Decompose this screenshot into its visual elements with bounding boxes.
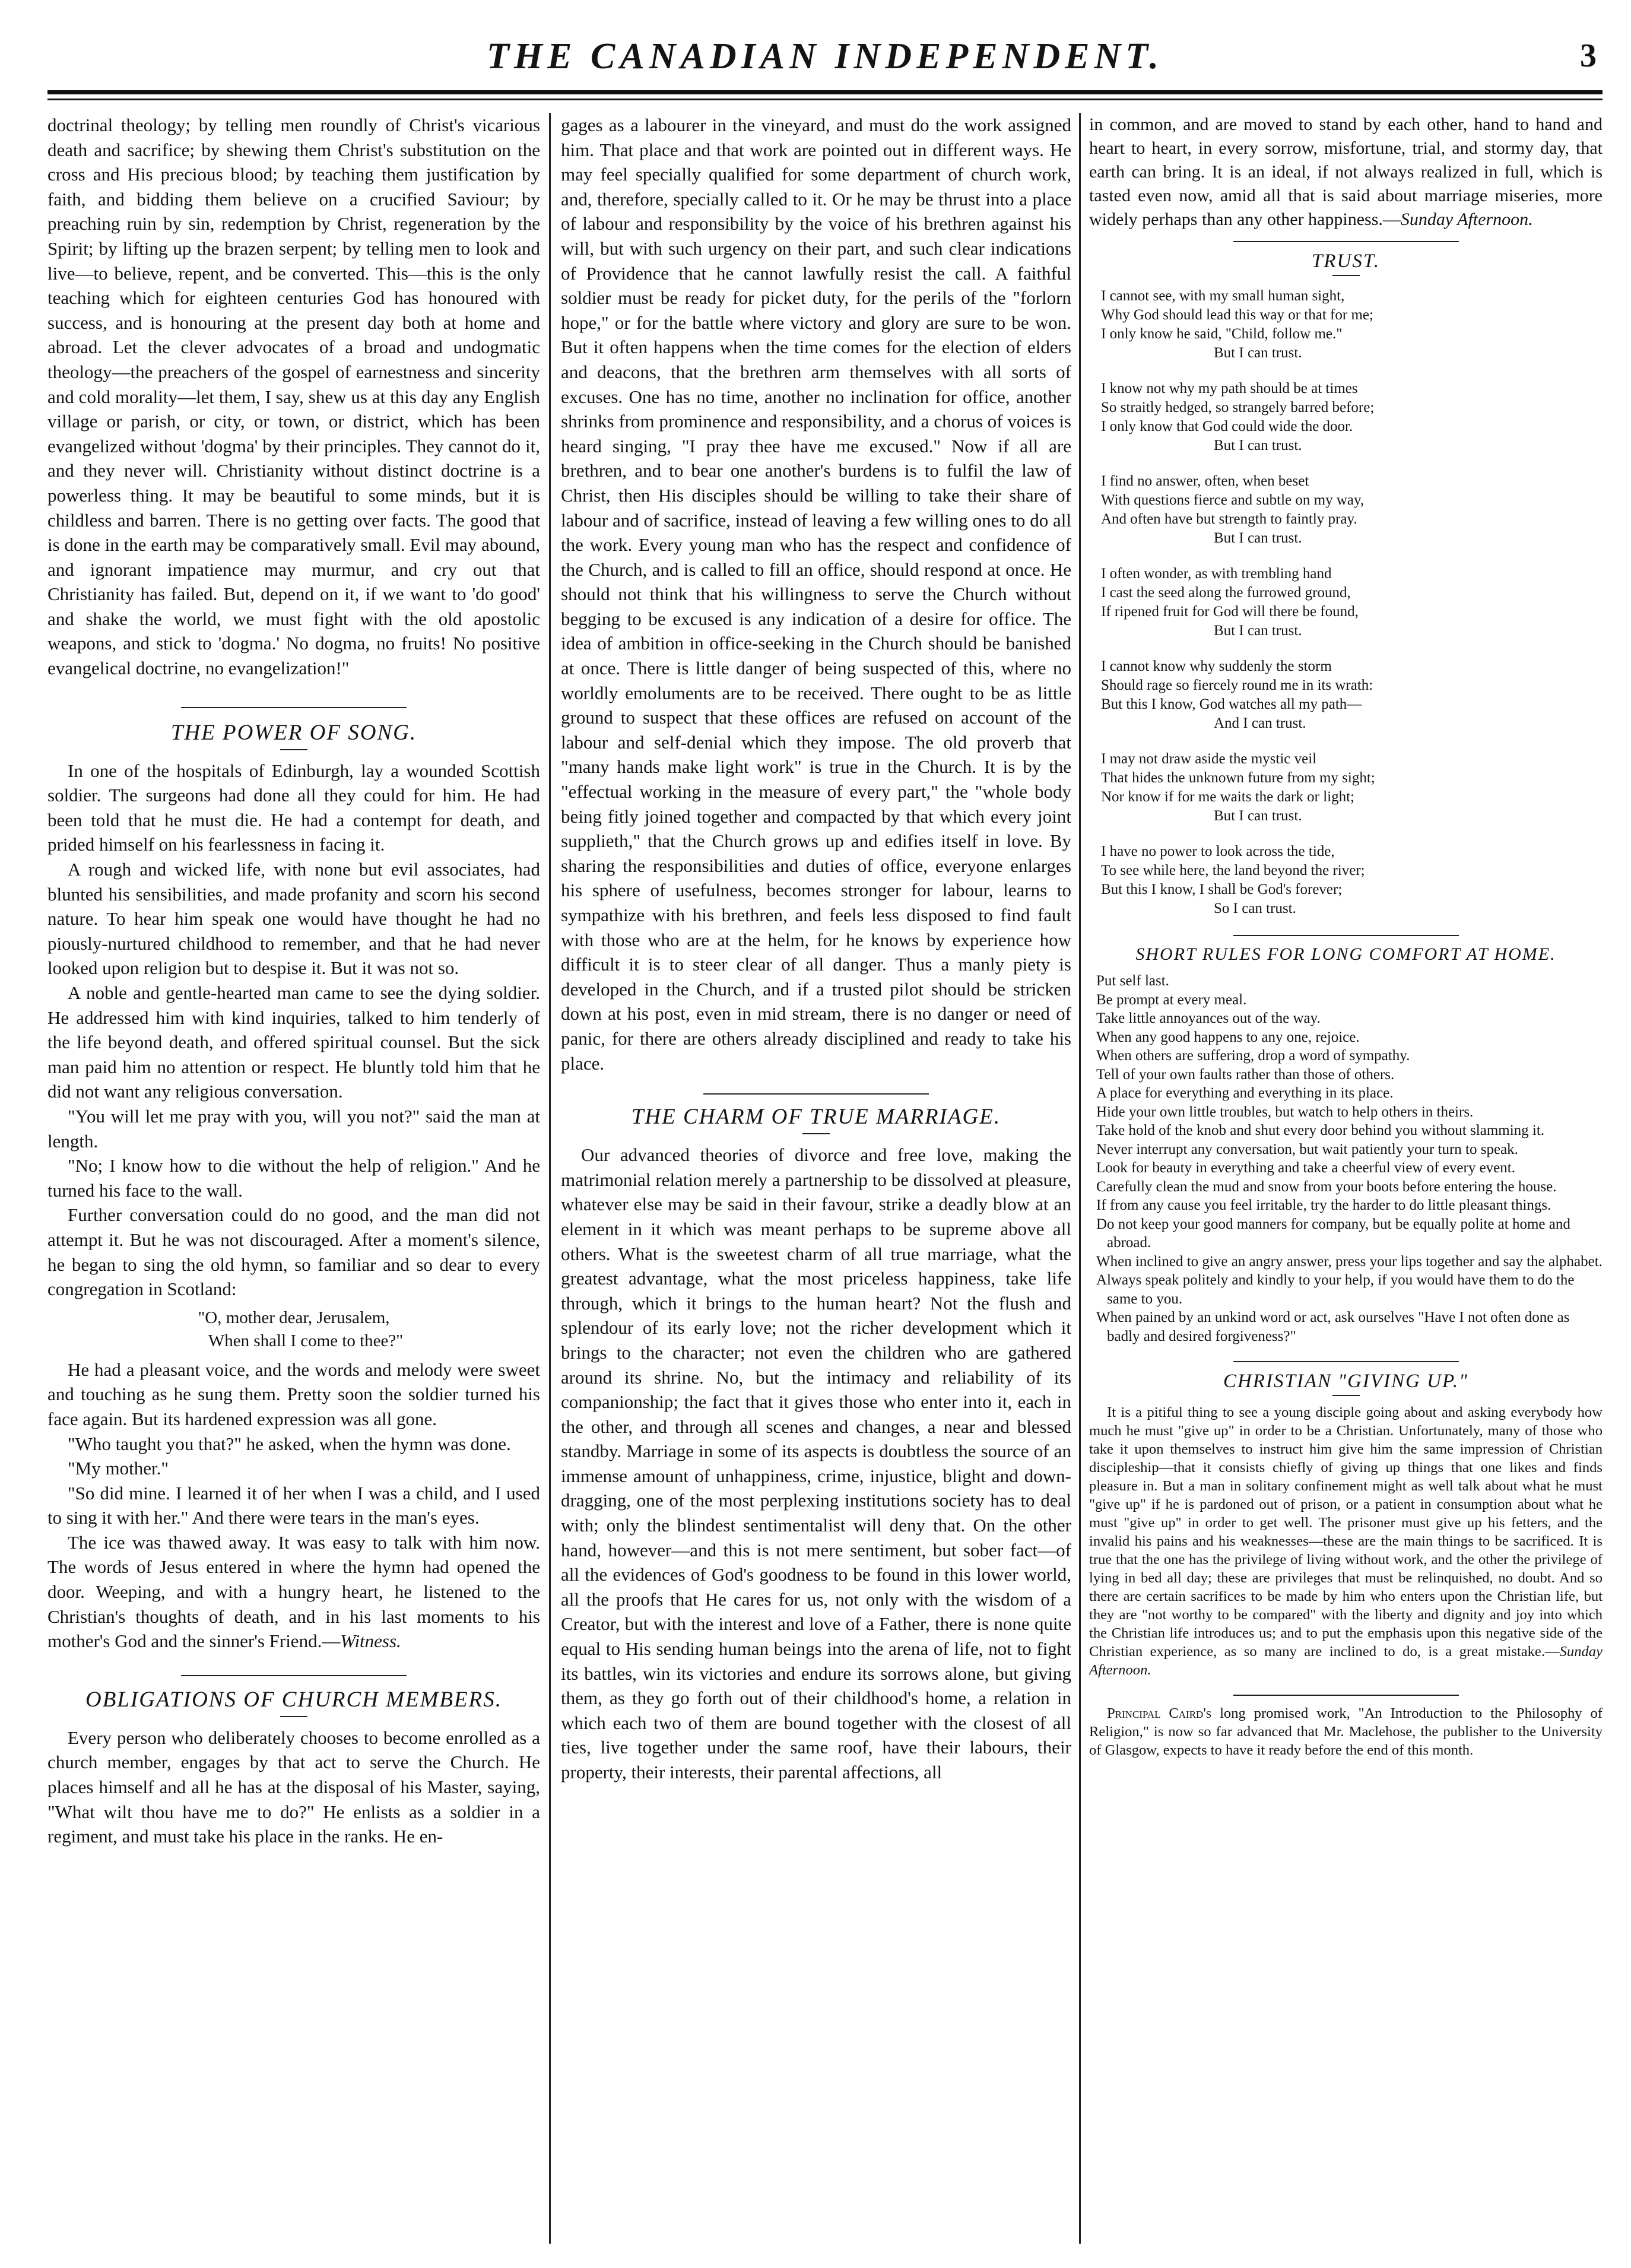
article-heading-short-rules: SHORT RULES FOR LONG COMFORT AT HOME. (1135, 944, 1556, 964)
poem-line: I know not why my path should be at times (1101, 380, 1358, 396)
column-2 (561, 113, 1071, 2244)
rule-item: Put self last. (1096, 973, 1169, 989)
continued-article-text (1089, 113, 1603, 231)
poem-line: But this I know, God watches all my path— (1101, 696, 1362, 712)
poem-stanza (1101, 657, 1603, 733)
poem-line: I only know that God could wide the door. (1101, 418, 1353, 434)
rule-item: Take hold of the knob and shut every door behind you without slamming it. (1096, 1122, 1545, 1138)
hymn-line: "O, mother dear, Jerusalem, (198, 1308, 390, 1327)
poem-refrain: So I can trust. (1214, 900, 1296, 916)
article-source: Witness. (340, 1631, 401, 1652)
article-paragraph: "My mother." (68, 1458, 169, 1479)
section-divider (1233, 241, 1459, 242)
article-paragraph: "Who taught you that?" he asked, when the hymn was done. (68, 1433, 511, 1454)
poem-refrain: But I can trust. (1214, 437, 1302, 453)
rule-item: When any good happens to any one, rejoice. (1096, 1029, 1360, 1045)
poem-line: I cannot know why suddenly the storm (1101, 658, 1332, 674)
poem-line: I may not draw aside the mystic veil (1101, 751, 1317, 767)
heading-underline (280, 1716, 307, 1717)
rule-item: Never interrupt any conversation, but wait patiently your turn to speak. (1096, 1141, 1518, 1157)
poem-stanza (1101, 750, 1603, 826)
poem-heading-trust: TRUST. (1312, 250, 1380, 272)
poem-line: If ripened fruit for God will there be found, (1101, 604, 1359, 620)
rule-item: Look for beauty in everything and take a cheerful view of every event. (1096, 1160, 1515, 1176)
article-paragraph (1089, 1403, 1603, 1679)
poem-refrain: But I can trust. (1214, 530, 1302, 546)
poem-stanza (1101, 842, 1603, 918)
poem-line: I cast the seed along the furrowed ground, (1101, 585, 1351, 601)
article-heading-true-marriage: THE CHARM OF TRUE MARRIAGE. (631, 1105, 1001, 1130)
article-paragraph: "You will let me pray with you, will you not?" said the man at length. (47, 1105, 540, 1152)
poem-refrain: But I can trust. (1214, 345, 1302, 361)
header-rule-thick (47, 90, 1603, 94)
article-paragraph: "No; I know how to die without the help of religion." And he turned his face to the wall. (47, 1155, 540, 1201)
column-divider-1 (549, 113, 551, 2244)
page-number: 3 (1580, 37, 1597, 74)
heading-underline (1332, 1395, 1360, 1396)
article-paragraph: In one of the hospitals of Edinburgh, lay a wounded Scottish soldier. The surgeons had done all they could for him. He had been told that he must die. He had a contempt for death, and prided himself on his fearlessness in facing it. (47, 760, 540, 855)
poem-line: Nor know if for me waits the dark or light; (1101, 789, 1354, 805)
article-paragraph: Our advanced theories of divorce and free love, making the matrimonial relation merely a partnership to be dissolved at pleasure, whatever else may be said in their favour, strike a deadly blow at an element in it which was meant perhaps to be supreme above all others. What is the sweetest charm of all true marriage, what the greatest advantage, what the most priceless happiness, take life through, which it brings to the human heart? Not the flush and splendour of its early love; not the richer development which it brings to the character; not even the children who are gathered around its shrine. No, but the intimacy and reliability of its companionship; the fact that it gives those who enter into it, each in the other, and through all scenes and changes, a near and blessed standby. Marriage in some of its aspects is doubtless the source of an immense amount of unhappiness, crime, injustice, blight and down-dragging, one of the most perplexing institutions society has to deal with; only the blindest sentimentalist will deny that. On the other hand, however—and this is not mere sentiment, but sober fact—of all the evidences of God's goodness to be found in this lower world, all the proofs that He cares for us, not only with the wisdom of a Creator, but with the interest and love of a Father, there is none quite equal to His sending human beings into the arena of life, not to fight its battles, win its victories and endure its sorrows alone, but giving them, as they go forth out of their childhood's home, a relation in which each two of them are bound together with the closest of all ties, live together under the same roof, have their labours, their property, their interests, their parental affections, all (561, 1144, 1071, 1782)
poem-line: That hides the unknown future from my sight; (1101, 770, 1375, 786)
paragraph-text: The ice was thawed away. It was easy to talk with him now. The words of Jesus entered in where the hymn had opened the door. Weeping, and with a hungry heart, he listened to the Christian's thoughts of death, and in his last moments to his mother's God and the sinner's Friend.— (47, 1531, 540, 1652)
poem-line: Why God should lead this way or that for me; (1101, 307, 1373, 323)
column-3 (1089, 113, 1603, 2244)
poem-line: Should rage so fiercely round me in its wrath: (1101, 677, 1373, 693)
continued-article-text: gages as a labourer in the vineyard, and must do the work assigned him. That place and that work are pointed out in different ways. He may feel specially qualified for some department of church work, and, therefore, specially called to it. Or he may be thrust into a place of labour and responsibility by the voice of his brethren against his will, but with such urgency on their part, and such clear indications of Providence that he cannot lawfully resist the call. A faithful soldier must be ready for picket duty, for the perils of the "forlorn hope," or for the battle where victory and glory are sure to be won. But it often happens when the time comes for the election of elders and deacons, that the brethren arm themselves with all sorts of excuses. One has no time, another no inclination for office, another shrinks from prominence and responsibility, and a chorus of voices is heard singing, "I pray thee have me excused." Now if all are brethren, and to bear one another's burdens is to fulfil the law of Christ, then His disciples should be willing to take their share of labour and of sacrifice, instead of leaving a few willing ones to do all the work. Every young man who has the respect and confidence of the Church, and is called to fill an office, should respond at once. He should not think that his willingness to serve the Church without begging to be excused is any indication of a desire for office. The idea of ambition in office-seeking in the Church should be banished at once. There is little danger of being suspected of this, where no worldly emoluments are to be received. There ought to be as little ground to suspect that these offices are refused on account of the labour and self-denial which they impose. The old proverb that "many hands make light work" is true in the Church. It is by the "effectual working in the measure of every part," the "whole body being fitly joined together and compacted by that which every joint supplieth," that the Church grows up and edifies itself in love. By sharing the responsibilities and duties of office, everyone enlarges his sphere of usefulness, becomes stronger for labour, learns to sympathize with his brethren, and feels less disposed to find fault with those who are at the helm, for he knows by experience how difficult it is to steer clear of all danger. Thus a manly piety is developed in the Church, and if a trusted pilot should be stricken down at his post, even in mid stream, there is no danger or need of panic, for there are others already disciplined and ready to take his place. (561, 115, 1071, 1074)
poem-line: With questions fierce and subtle on my way, (1101, 492, 1365, 508)
poem-line: I cannot see, with my small human sight, (1101, 288, 1345, 304)
article-paragraph (47, 1530, 540, 1654)
continued-article-text: doctrinal theology; by telling men roundly of Christ's vicarious death and sacrifice; by shewing them Christ's substitution on the cross and His precious blood; by teaching them justification by faith, and bidding them believe on a crucified Saviour; by preaching ruin by sin, redemption by Christ, regeneration by the Spirit; by lifting up the brazen serpent; by telling men to look and live—to believe, repent, and be converted. This—this is the only teaching which for eighteen centuries God has honoured with success, and is honouring at the present day both at home and abroad. Let the clever advocates of a broad and undogmatic theology—the preachers of the gospel of earnestness and sincerity and cold morality—let them, I say, shew us at this day any English village or parish, or city, or town, or district, which has been evangelized without 'dogma' by their principles. They cannot do it, and they never will. Christianity without distinct doctrine is a powerless thing. It may be beautiful to some minds, but it is childless and barren. There is no getting over facts. The good that is done in the earth may be comparatively small. Evil may abound, and ignorant impatience may murmur, and cry out that Christianity has failed. But, depend on it, if we want to 'do good' and shake the world, we must fight with the old apostolic weapons, and stick to 'dogma.' No dogma, no fruits! No positive evangelical doctrine, no evangelization!" (47, 115, 540, 679)
news-item-text: long promised work, "An Introduction to the Philosophy of Religion," is now so far advanced that Mr. Maclehose, the publisher to the University of Glasgow, expects to have it ready before the end of this month. (1089, 1705, 1603, 1758)
poem-line: I only know he said, "Child, follow me." (1101, 326, 1343, 342)
section-divider (1233, 1695, 1459, 1696)
poem-line: So straitly hedged, so strangely barred before; (1101, 399, 1375, 415)
poem-refrain: But I can trust. (1214, 623, 1302, 639)
hymn-quote (47, 1306, 540, 1353)
article-paragraph: He had a pleasant voice, and the words and melody were sweet and touching as he sung them. Pretty soon the soldier turned his face again. But its hardened expression was all gone. (47, 1359, 540, 1429)
poem-refrain: But I can trust. (1214, 808, 1302, 824)
article-paragraph: "So did mine. I learned it of her when I was a child, and I used to sing it with her." And there were tears in the man's eyes. (47, 1482, 540, 1528)
article-source: Sunday Afternoon. (1089, 1644, 1603, 1678)
rule-item: Take little annoyances out of the way. (1096, 1010, 1321, 1026)
rule-item: Carefully clean the mud and snow from your boots before entering the house. (1096, 1178, 1557, 1195)
rule-item: A place for everything and everything in its place. (1096, 1085, 1394, 1101)
section-divider (703, 1093, 929, 1095)
poem-stanza (1101, 379, 1603, 455)
section-divider (1233, 935, 1459, 936)
rule-item: Do not keep your good manners for company, but be equally polite at home and abroad. (1096, 1216, 1570, 1251)
rule-item: Always speak politely and kindly to your help, if you would have them to do the same to you. (1096, 1272, 1575, 1307)
poem-line: And often have but strength to faintly pray. (1101, 511, 1357, 527)
poem-refrain: And I can trust. (1214, 715, 1306, 731)
article-heading-giving-up: CHRISTIAN "GIVING UP." (1223, 1371, 1468, 1392)
section-divider (181, 1675, 407, 1676)
section-divider (1233, 1361, 1459, 1362)
paragraph-text: It is a pitiful thing to see a young disciple going about and asking everybody how much he must "give up" in order to be a Christian. Unfortunately, many of those who take it upon themselves to instruct him give him the same impression of Christian discipleship—that it consists chiefly of giving up things that one likes and finds pleasure in. But a man in solitary confinement might as well talk about what he must "give up" if he is pardoned out of prison, or a patient in consumption about what he must "give up" in order to get well. The prisoner must give up his fetters, and the invalid his pains and his weaknesses—these are the main things to be sacrificed. It is true that the one has the privilege of living without work, and the other the privilege of lying in bed all day; these are privileges that must be relinquished, no doubt. And so there are certain sacrifices to be made by him who enters upon the Christian life, but they are "not worthy to be compared" with the liberty and dignity and joy into which the Christian life introduces us; and to put the emphasis upon this negative side of the Christian experience, as so many are inclined to do, is a great mistake.— (1089, 1404, 1603, 1660)
rule-item: If from any cause you feel irritable, try the harder to do little pleasant things. (1096, 1197, 1551, 1213)
masthead (47, 24, 1603, 89)
poem-stanza (1101, 472, 1603, 548)
article-heading-obligations: OBLIGATIONS OF CHURCH MEMBERS. (85, 1687, 502, 1712)
poem-line: To see while here, the land beyond the river; (1101, 862, 1365, 878)
poem-stanza (1101, 287, 1603, 363)
column-1 (47, 113, 540, 2244)
article-paragraph: A noble and gentle-hearted man came to see the dying soldier. He addressed him with kind inquiries, talked to him tenderly of the life beyond death, and offered spiritual counsel. But the sick man paid him no attention or respect. He bluntly told him that he did not want any religious conversation. (47, 982, 540, 1102)
rule-item: Hide your own little troubles, but watch to help others in theirs. (1096, 1103, 1474, 1120)
column-divider-2 (1079, 113, 1081, 2244)
rule-item: Tell of your own faults rather than those of others. (1096, 1066, 1395, 1083)
news-item-caird (1089, 1704, 1603, 1759)
poem-line: I often wonder, as with trembling hand (1101, 566, 1332, 582)
paragraph-text: in common, and are moved to stand by each other, hand to hand and heart to heart, in every sorrow, misfortune, trial, and stormy day, that earth can bring. It is an ideal, if not always realized in full, which is tasted even now, amid all that is said about marriage miseries, more widely perhaps than any other happiness.— (1089, 115, 1603, 229)
article-paragraph: A rough and wicked life, with none but evil associates, had blunted his sensibilities, and made profanity and scorn his second nature. To hear him speak one would have thought he had no piously-nurtured childhood to remember, and that he had never looked upon religion but to despise it. But it was not so. (47, 859, 540, 979)
poem-stanza (1101, 564, 1603, 640)
heading-underline (1332, 275, 1360, 276)
poem-line: I find no answer, often, when beset (1101, 473, 1309, 489)
section-divider (181, 707, 407, 708)
heading-underline (280, 749, 307, 750)
poem-line: But this I know, I shall be God's forever; (1101, 881, 1343, 897)
header-rule-thin (47, 99, 1603, 100)
poem-line: I have no power to look across the tide, (1101, 843, 1335, 859)
rules-list (1089, 972, 1603, 1346)
article-paragraph: Every person who deliberately chooses to become enrolled as a church member, engages by that act to serve the Church. He places himself and all he has at the disposal of his Master, saying, "What wilt thou have me to do?" He enlists as a soldier in a regiment, and must take his place in the ranks. He en- (47, 1727, 540, 1847)
article-paragraph: Further conversation could do no good, and the man did not attempt it. But he was not discouraged. After a moment's silence, he began to sing the old hymn, so familiar and so dear to every congregation in Scotland: (47, 1204, 540, 1300)
article-source: Sunday Afternoon. (1400, 210, 1533, 229)
news-item-name: Principal Caird's (1107, 1705, 1212, 1721)
rule-item: When pained by an unkind word or act, ask ourselves "Have I not often done as badly and desired forgiveness?" (1096, 1309, 1570, 1344)
hymn-line: When shall I come to thee?" (208, 1331, 404, 1350)
trust-poem (1089, 287, 1603, 918)
rule-item: When inclined to give an angry answer, press your lips together and say the alphabet. (1096, 1253, 1603, 1270)
newspaper-title: THE CANADIAN INDEPENDENT. (487, 36, 1163, 77)
article-heading-power-of-song: THE POWER OF SONG. (170, 720, 417, 745)
rule-item: When others are suffering, drop a word of sympathy. (1096, 1048, 1410, 1064)
heading-underline (802, 1133, 830, 1134)
rule-item: Be prompt at every meal. (1096, 991, 1247, 1008)
